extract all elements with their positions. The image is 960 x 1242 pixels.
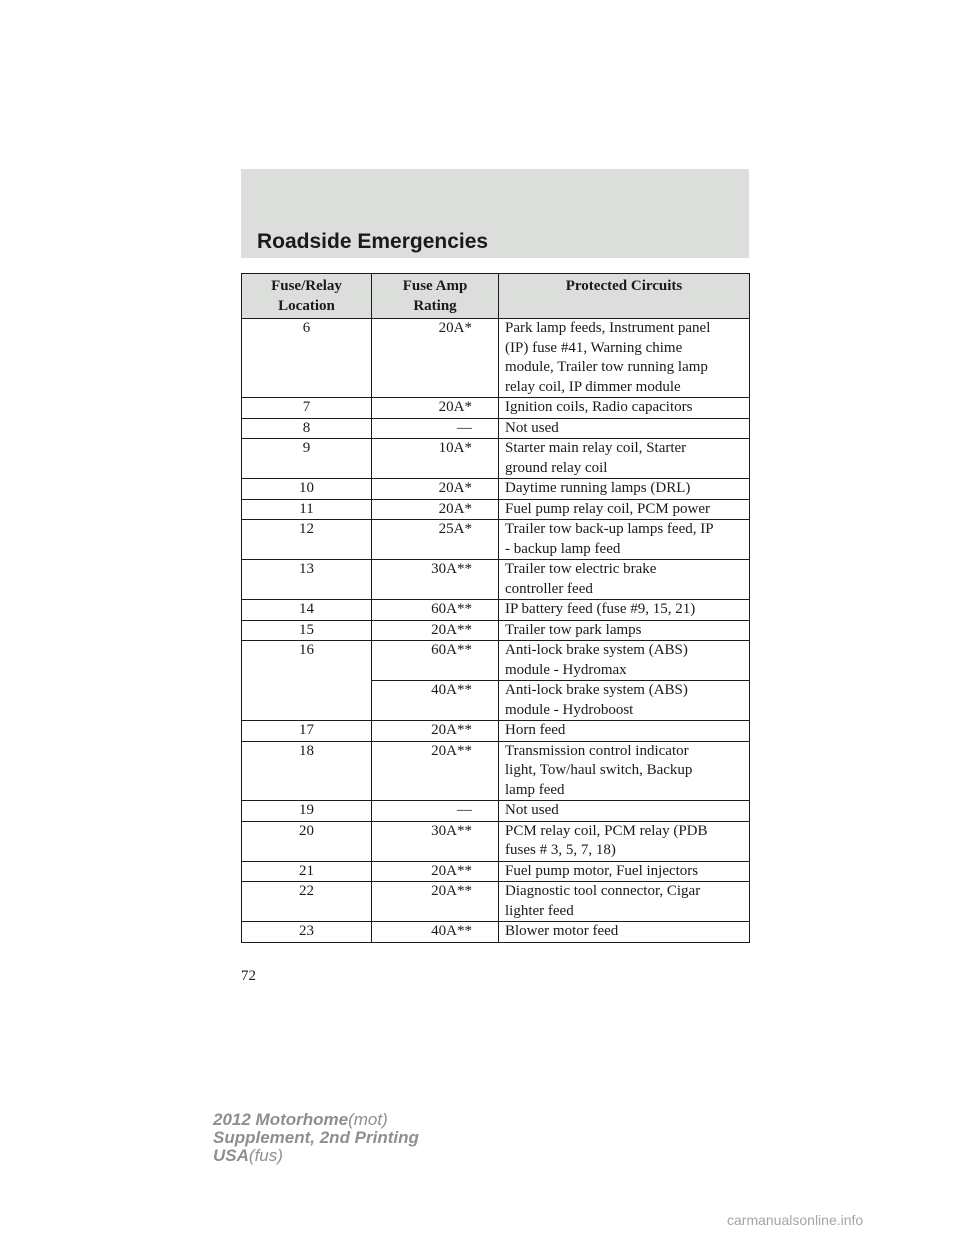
circuit-line: - backup lamp feed bbox=[505, 540, 621, 557]
fuse-table bbox=[241, 273, 750, 943]
circuit-line: Fuel pump motor, Fuel injectors bbox=[505, 862, 699, 879]
cell-rating: 20A** bbox=[372, 882, 499, 922]
circuit-line: light, Tow/haul switch, Backup bbox=[505, 762, 693, 778]
cell-rating: — bbox=[372, 418, 499, 439]
table-row bbox=[242, 620, 750, 641]
cell-rating: 60A** bbox=[372, 641, 499, 681]
cell-circuits bbox=[499, 721, 750, 742]
circuit-line: Trailer tow electric brake bbox=[505, 561, 657, 577]
cell-circuits bbox=[499, 681, 750, 721]
table-header-row bbox=[242, 274, 750, 319]
cell-circuits bbox=[499, 520, 750, 560]
circuit-line: Not used bbox=[505, 419, 559, 436]
circuit-line: lamp feed bbox=[505, 781, 565, 798]
cell-rating: 20A* bbox=[372, 479, 499, 500]
cell-circuits bbox=[499, 741, 750, 801]
cell-location: 10 bbox=[242, 479, 372, 500]
footer-line-2: Supplement, 2nd Printing bbox=[213, 1128, 419, 1147]
table-row bbox=[242, 600, 750, 621]
section-title: Roadside Emergencies bbox=[257, 230, 489, 253]
cell-circuits bbox=[499, 319, 750, 398]
header-location: Fuse/Relay Location bbox=[242, 274, 372, 319]
cell-rating: 10A* bbox=[372, 439, 499, 479]
cell-location: 15 bbox=[242, 620, 372, 641]
cell-location: 16 bbox=[242, 641, 372, 721]
cell-rating: 20A** bbox=[372, 620, 499, 641]
circuit-line: Fuel pump relay coil, PCM power bbox=[505, 500, 710, 517]
cell-location: 6 bbox=[242, 319, 372, 398]
cell-location: 11 bbox=[242, 499, 372, 520]
cell-rating: 60A** bbox=[372, 600, 499, 621]
header-rating: Fuse Amp Rating bbox=[372, 274, 499, 319]
cell-circuits bbox=[499, 479, 750, 500]
circuit-line: Transmission control indicator bbox=[505, 742, 689, 759]
cell-rating: 25A* bbox=[372, 520, 499, 560]
cell-circuits bbox=[499, 922, 750, 943]
cell-rating: 20A* bbox=[372, 499, 499, 520]
table-row bbox=[242, 560, 750, 600]
circuit-line: Horn feed bbox=[505, 722, 566, 738]
cell-location: 22 bbox=[242, 882, 372, 922]
circuit-line: PCM relay coil, PCM relay (PDB bbox=[505, 822, 708, 839]
circuit-line: Anti-lock brake system (ABS) bbox=[505, 642, 688, 658]
cell-circuits bbox=[499, 861, 750, 882]
circuit-line: (IP) fuse #41, Warning chime bbox=[505, 339, 683, 356]
cell-rating: 20A** bbox=[372, 741, 499, 801]
cell-location: 17 bbox=[242, 721, 372, 742]
cell-circuits bbox=[499, 821, 750, 861]
cell-location: 8 bbox=[242, 418, 372, 439]
cell-circuits bbox=[499, 641, 750, 681]
circuit-line: Starter main relay coil, Starter bbox=[505, 440, 687, 456]
circuit-line: Not used bbox=[505, 802, 559, 818]
circuit-line: fuses # 3, 5, 7, 18) bbox=[505, 842, 616, 858]
cell-location: 14 bbox=[242, 600, 372, 621]
cell-circuits bbox=[499, 499, 750, 520]
cell-rating: 30A** bbox=[372, 560, 499, 600]
footer-line-1: 2012 Motorhome(mot) bbox=[213, 1110, 388, 1129]
table-row bbox=[242, 499, 750, 520]
cell-circuits bbox=[499, 418, 750, 439]
cell-location: 18 bbox=[242, 741, 372, 801]
cell-rating: 30A** bbox=[372, 821, 499, 861]
table-row bbox=[242, 641, 750, 681]
table-row bbox=[242, 520, 750, 560]
cell-rating: 20A** bbox=[372, 861, 499, 882]
table-row bbox=[242, 319, 750, 398]
table-body bbox=[242, 319, 750, 943]
cell-circuits bbox=[499, 882, 750, 922]
cell-location: 12 bbox=[242, 520, 372, 560]
circuit-line: Park lamp feeds, Instrument panel bbox=[505, 320, 711, 336]
cell-location: 19 bbox=[242, 801, 372, 822]
cell-location: 20 bbox=[242, 821, 372, 861]
circuit-line: Ignition coils, Radio capacitors bbox=[505, 399, 693, 415]
circuit-line: relay coil, IP dimmer module bbox=[505, 378, 681, 395]
cell-rating: 20A* bbox=[372, 398, 499, 419]
cell-circuits bbox=[499, 439, 750, 479]
table-row bbox=[242, 418, 750, 439]
circuit-line: Diagnostic tool connector, Cigar bbox=[505, 883, 701, 899]
cell-location: 23 bbox=[242, 922, 372, 943]
cell-rating: 40A** bbox=[372, 922, 499, 943]
cell-rating: 40A** bbox=[372, 681, 499, 721]
table-row bbox=[242, 439, 750, 479]
circuit-line: Anti-lock brake system (ABS) bbox=[505, 682, 688, 698]
cell-rating: 20A** bbox=[372, 721, 499, 742]
print-footer bbox=[213, 1111, 419, 1165]
cell-location: 7 bbox=[242, 398, 372, 419]
table-row bbox=[242, 398, 750, 419]
cell-circuits bbox=[499, 620, 750, 641]
watermark: carmanualsonline.info bbox=[727, 1212, 864, 1228]
cell-circuits bbox=[499, 801, 750, 822]
table-row bbox=[242, 721, 750, 742]
footer-line-3: USA(fus) bbox=[213, 1146, 283, 1165]
circuit-line: module - Hydromax bbox=[505, 661, 627, 678]
cell-location: 21 bbox=[242, 861, 372, 882]
circuit-line: Daytime running lamps (DRL) bbox=[505, 480, 691, 496]
circuit-line: Trailer tow back-up lamps feed, IP bbox=[505, 521, 714, 537]
circuit-line: ground relay coil bbox=[505, 459, 608, 476]
circuit-line: IP battery feed (fuse #9, 15, 21) bbox=[505, 601, 696, 617]
table-row bbox=[242, 861, 750, 882]
circuit-line: module - Hydroboost bbox=[505, 701, 634, 718]
circuit-line: module, Trailer tow running lamp bbox=[505, 359, 708, 375]
cell-rating: 20A* bbox=[372, 319, 499, 398]
circuit-line: Blower motor feed bbox=[505, 923, 619, 939]
table-row bbox=[242, 479, 750, 500]
cell-circuits bbox=[499, 398, 750, 419]
table-row bbox=[242, 882, 750, 922]
cell-circuits bbox=[499, 560, 750, 600]
table-row bbox=[242, 821, 750, 861]
table-row bbox=[242, 922, 750, 943]
cell-rating: — bbox=[372, 801, 499, 822]
page-number: 72 bbox=[241, 968, 256, 984]
circuit-line: lighter feed bbox=[505, 902, 574, 919]
header-circuits: Protected Circuits bbox=[499, 274, 750, 319]
cell-location: 13 bbox=[242, 560, 372, 600]
cell-location: 9 bbox=[242, 439, 372, 479]
table-row bbox=[242, 741, 750, 801]
circuit-line: controller feed bbox=[505, 580, 593, 597]
table-row bbox=[242, 801, 750, 822]
section-header bbox=[241, 169, 749, 258]
cell-circuits bbox=[499, 600, 750, 621]
circuit-line: Trailer tow park lamps bbox=[505, 621, 642, 638]
